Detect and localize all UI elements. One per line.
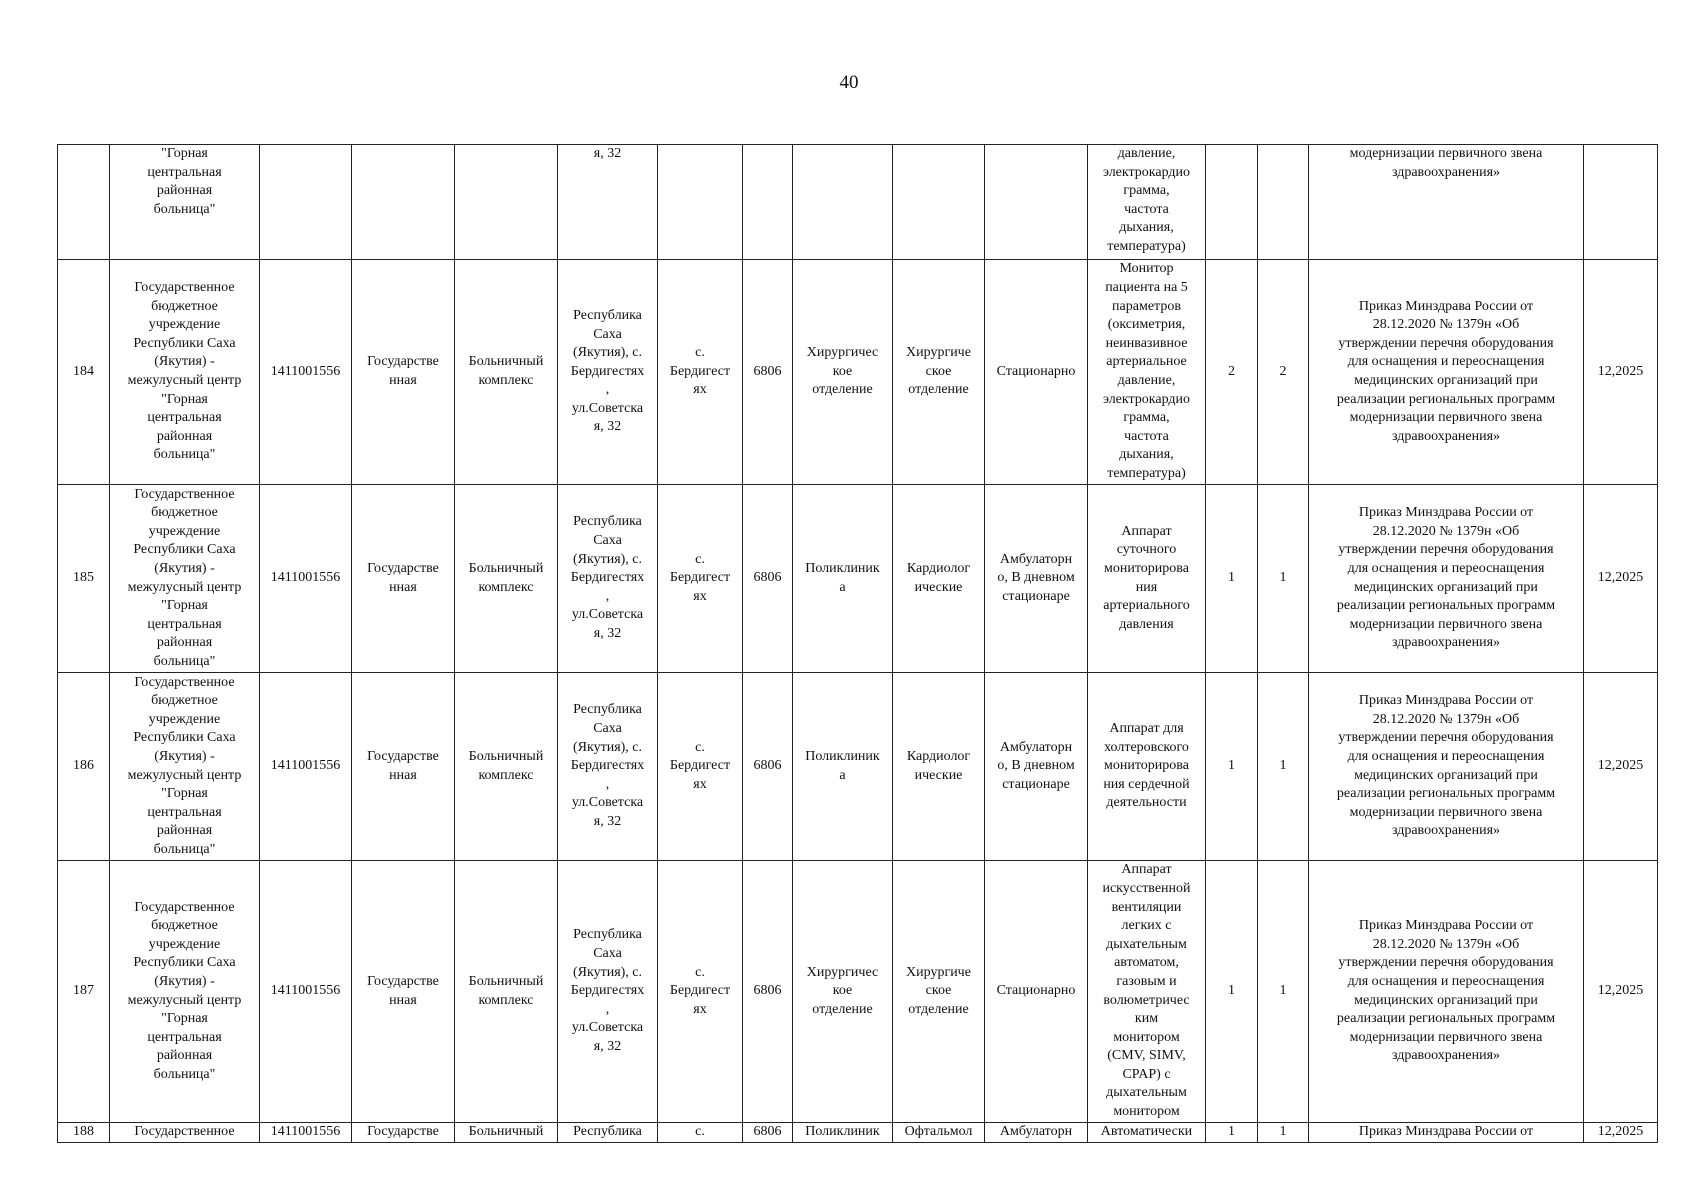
cell-ownership — [352, 145, 455, 260]
table-row — [58, 1123, 1658, 1143]
page-number: 40 — [839, 72, 859, 93]
cell-order: модернизации первичного звена здравоохранения» — [1309, 145, 1584, 260]
cell-equipment: Аппарат суточного мониторирова ния артериального давления — [1088, 485, 1206, 673]
cell-qty2: 1 — [1258, 673, 1309, 861]
table-row — [58, 260, 1658, 485]
cell-unit: Поликлиник а — [793, 673, 893, 861]
cell-type: Больничный комплекс — [455, 260, 558, 485]
cell-date: 12,2025 — [1584, 861, 1658, 1123]
cell-unit: Поликлиник а — [793, 485, 893, 673]
cell-type — [455, 145, 558, 260]
equipment-table — [57, 144, 1658, 1143]
cell-care-form: Амбулаторн о, В дневном стационаре — [985, 485, 1088, 673]
cell-code: 6806 — [743, 260, 793, 485]
cell-locality: с. Бердигест ях — [658, 485, 743, 673]
cell-qty1: 1 — [1206, 485, 1258, 673]
cell-num: 184 — [58, 260, 110, 485]
cell-code: 6806 — [743, 485, 793, 673]
cell-qty2: 2 — [1258, 260, 1309, 485]
cell-code: 6806 — [743, 673, 793, 861]
cell-order: Приказ Минздрава России от 28.12.2020 № 1379н «Об утверждении перечня оборудования для оснащения и переоснащения медицинских организаций при реализации региональных программ модернизации первичного звена здравоохранения» — [1309, 673, 1584, 861]
cell-qty1: 1 — [1206, 861, 1258, 1123]
cell-unit: Хирургичес кое отделение — [793, 260, 893, 485]
cell-equipment: Монитор пациента на 5 параметров (оксиметрия, неинвазивное артериальное давление, электрокардио грамма, частота дыхания, температура) — [1088, 260, 1206, 485]
cell-care-form: Стационарно — [985, 260, 1088, 485]
cell-address: Республика Саха (Якутия), с. Бердигестях , ул.Советска я, 32 — [558, 673, 658, 861]
cell-org: "Горная центральная районная больница" — [110, 145, 260, 260]
cell-inn: 1411001556 — [260, 1123, 352, 1143]
cell-date: 12,2025 — [1584, 1123, 1658, 1143]
cell-equipment: Аппарат для холтеровского мониторирова ния сердечной деятельности — [1088, 673, 1206, 861]
cell-ownership: Государстве нная — [352, 673, 455, 861]
table-row — [58, 485, 1658, 673]
table-row — [58, 861, 1658, 1123]
cell-date: 12,2025 — [1584, 260, 1658, 485]
cell-care-form — [985, 145, 1088, 260]
cell-org: Государственное бюджетное учреждение Республики Саха (Якутия) - межулусный центр "Горная центральная районная больница" — [110, 260, 260, 485]
cell-type: Больничный комплекс — [455, 485, 558, 673]
cell-address: я, 32 — [558, 145, 658, 260]
cell-locality: с. Бердигест ях — [658, 673, 743, 861]
cell-date: 12,2025 — [1584, 673, 1658, 861]
cell-order: Приказ Минздрава России от 28.12.2020 № 1379н «Об утверждении перечня оборудования для оснащения и переоснащения медицинских организаций при реализации региональных программ модернизации первичного звена здравоохранения» — [1309, 861, 1584, 1123]
cell-qty1 — [1206, 145, 1258, 260]
cell-qty2: 1 — [1258, 861, 1309, 1123]
cell-care-form: Амбулаторн о, В дневном стационаре — [985, 673, 1088, 861]
cell-inn — [260, 145, 352, 260]
table-row-continuation — [58, 145, 1658, 260]
cell-locality: с. Бердигест ях — [658, 260, 743, 485]
cell-order: Приказ Минздрава России от — [1309, 1123, 1584, 1143]
cell-locality — [658, 145, 743, 260]
cell-code: 6806 — [743, 1123, 793, 1143]
cell-equipment: давление, электрокардио грамма, частота дыхания, температура) — [1088, 145, 1206, 260]
cell-department: Хирургиче ское отделение — [893, 861, 985, 1123]
cell-address: Республика Саха (Якутия), с. Бердигестях , ул.Советска я, 32 — [558, 485, 658, 673]
cell-qty2: 1 — [1258, 1123, 1309, 1143]
cell-inn: 1411001556 — [260, 260, 352, 485]
cell-num: 185 — [58, 485, 110, 673]
cell-type: Больничный комплекс — [455, 861, 558, 1123]
cell-equipment: Автоматически — [1088, 1123, 1206, 1143]
cell-address: Республика — [558, 1123, 658, 1143]
cell-address: Республика Саха (Якутия), с. Бердигестях , ул.Советска я, 32 — [558, 861, 658, 1123]
cell-address: Республика Саха (Якутия), с. Бердигестях , ул.Советска я, 32 — [558, 260, 658, 485]
cell-org: Государственное бюджетное учреждение Республики Саха (Якутия) - межулусный центр "Горная центральная районная больница" — [110, 861, 260, 1123]
cell-ownership: Государстве — [352, 1123, 455, 1143]
cell-order: Приказ Минздрава России от 28.12.2020 № 1379н «Об утверждении перечня оборудования для оснащения и переоснащения медицинских организаций при реализации региональных программ модернизации первичного звена здравоохранения» — [1309, 260, 1584, 485]
cell-equipment: Аппарат искусственной вентиляции легких с дыхательным автоматом, газовым и волюметричес ким монитором (CMV, SIMV, CPAP) с дыхательным монитором — [1088, 861, 1206, 1123]
cell-unit — [793, 145, 893, 260]
cell-num: 188 — [58, 1123, 110, 1143]
cell-department — [893, 145, 985, 260]
cell-qty2: 1 — [1258, 485, 1309, 673]
cell-org: Государственное — [110, 1123, 260, 1143]
cell-inn: 1411001556 — [260, 861, 352, 1123]
cell-locality: с. Бердигест ях — [658, 861, 743, 1123]
cell-ownership: Государстве нная — [352, 861, 455, 1123]
cell-qty1: 1 — [1206, 673, 1258, 861]
cell-org: Государственное бюджетное учреждение Республики Саха (Якутия) - межулусный центр "Горная центральная районная больница" — [110, 673, 260, 861]
cell-unit: Хирургичес кое отделение — [793, 861, 893, 1123]
cell-department: Кардиолог ические — [893, 485, 985, 673]
cell-num: 187 — [58, 861, 110, 1123]
cell-date: 12,2025 — [1584, 485, 1658, 673]
cell-num: 186 — [58, 673, 110, 861]
cell-department: Кардиолог ические — [893, 673, 985, 861]
cell-order: Приказ Минздрава России от 28.12.2020 № 1379н «Об утверждении перечня оборудования для оснащения и переоснащения медицинских организаций при реализации региональных программ модернизации первичного звена здравоохранения» — [1309, 485, 1584, 673]
table-row — [58, 673, 1658, 861]
cell-code — [743, 145, 793, 260]
cell-type: Больничный комплекс — [455, 673, 558, 861]
cell-code: 6806 — [743, 861, 793, 1123]
cell-num — [58, 145, 110, 260]
cell-qty1: 2 — [1206, 260, 1258, 485]
cell-ownership: Государстве нная — [352, 485, 455, 673]
cell-inn: 1411001556 — [260, 673, 352, 861]
cell-ownership: Государстве нная — [352, 260, 455, 485]
cell-care-form: Стационарно — [985, 861, 1088, 1123]
cell-date — [1584, 145, 1658, 260]
cell-qty2 — [1258, 145, 1309, 260]
cell-department: Хирургиче ское отделение — [893, 260, 985, 485]
cell-type: Больничный — [455, 1123, 558, 1143]
cell-care-form: Амбулаторн — [985, 1123, 1088, 1143]
cell-qty1: 1 — [1206, 1123, 1258, 1143]
cell-locality: с. — [658, 1123, 743, 1143]
cell-inn: 1411001556 — [260, 485, 352, 673]
cell-unit: Поликлиник — [793, 1123, 893, 1143]
cell-org: Государственное бюджетное учреждение Республики Саха (Якутия) - межулусный центр "Горная центральная районная больница" — [110, 485, 260, 673]
cell-department: Офтальмол — [893, 1123, 985, 1143]
